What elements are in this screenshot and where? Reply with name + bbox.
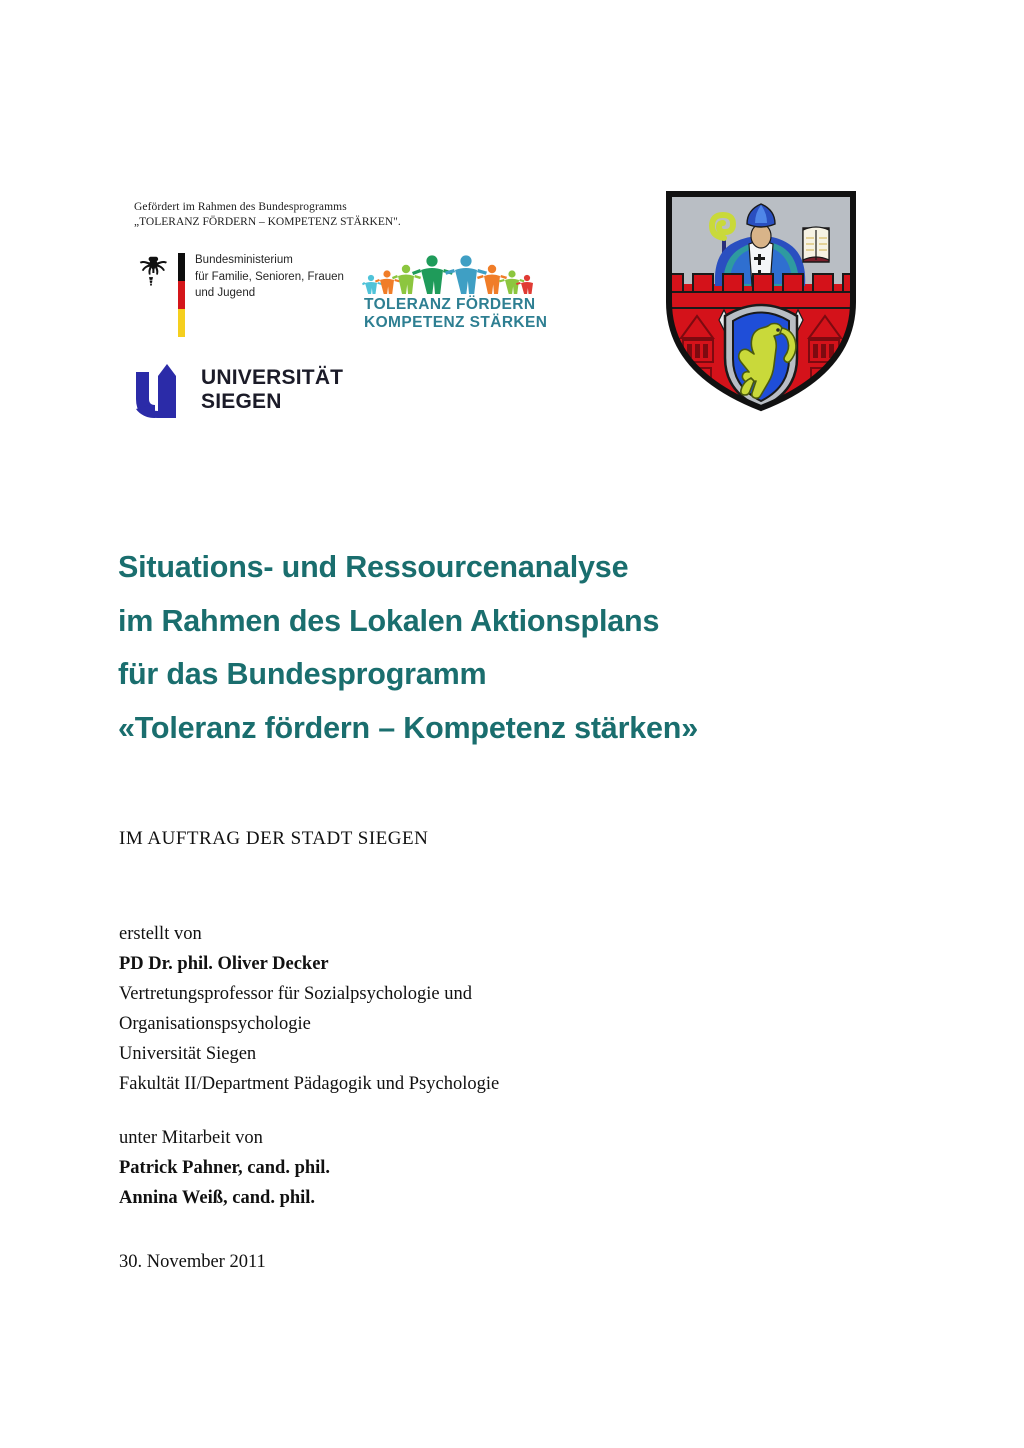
toleranz-wordmark-line-2: KOMPETENZ STÄRKEN [364, 314, 548, 332]
toleranz-wordmark [364, 296, 547, 332]
title-line-1: Situations- und Ressourcenanalyse [118, 550, 629, 584]
uni-line-1: UNIVERSITÄT [201, 366, 344, 390]
author-role-line-2: Organisationspsychologie [119, 1013, 311, 1034]
author-affiliation: Universität Siegen [119, 1043, 257, 1064]
author-department: Fakultät II/Department Pädagogik und Psychologie [119, 1073, 500, 1094]
ministry-logo [134, 252, 344, 337]
uni-siegen-tower-u-icon [134, 362, 192, 418]
page-title [118, 552, 918, 743]
collaborator-2: Annina Weiß, cand. phil. [119, 1187, 316, 1208]
collaborator-1: Patrick Pahner, cand. phil. [119, 1157, 331, 1178]
ministry-line-1: Bundesministerium [195, 254, 293, 266]
universitaet-siegen-logo [134, 362, 343, 418]
siegen-coat-of-arms [663, 188, 859, 414]
toleranz-foerdern-logo [362, 252, 548, 340]
credits-spacer-1 [119, 1100, 879, 1124]
people-chain-icon [362, 252, 534, 298]
ministry-line-3: und Jugend [195, 287, 256, 300]
commission-line: IM AUFTRAG DER STADT SIEGEN [119, 828, 429, 849]
created-by-label: erstellt von [119, 924, 202, 944]
sponsor-caption [134, 200, 534, 230]
toleranz-wordmark-line-1: TOLERANZ FÖRDERN [364, 296, 536, 313]
title-line-2: im Rahmen des Lokalen Aktionsplans [118, 603, 660, 638]
author-name: PD Dr. phil. Oliver Decker [119, 953, 329, 974]
universitaet-siegen-wordmark [201, 366, 343, 413]
sponsor-caption-line-2: „TOLERANZ FÖRDERN – KOMPETENZ STÄRKEN". [134, 216, 401, 229]
title-line-3: für das Bundesprogramm [118, 657, 487, 691]
sponsor-caption-line-1: Gefördert im Rahmen des Bundesprogramms [134, 201, 347, 213]
german-flag-bar-icon [178, 253, 185, 337]
collaborators-label: unter Mitarbeit von [119, 1127, 263, 1148]
bundesadler-icon [134, 254, 168, 288]
title-line-4: «Toleranz fördern – Kompetenz stärken» [118, 710, 698, 745]
credits-block [119, 920, 879, 1278]
author-role-line-1: Vertretungsprofessor für Sozialpsychologie und [119, 983, 472, 1004]
ministry-name [195, 252, 344, 302]
ministry-line-2: für Familie, Senioren, Frauen [195, 270, 344, 283]
publication-date: 30. November 2011 [119, 1251, 266, 1272]
sponsor-block [134, 200, 534, 300]
uni-line-2: SIEGEN [201, 390, 282, 413]
logo-band [0, 0, 1024, 440]
credits-spacer-2 [119, 1214, 879, 1248]
